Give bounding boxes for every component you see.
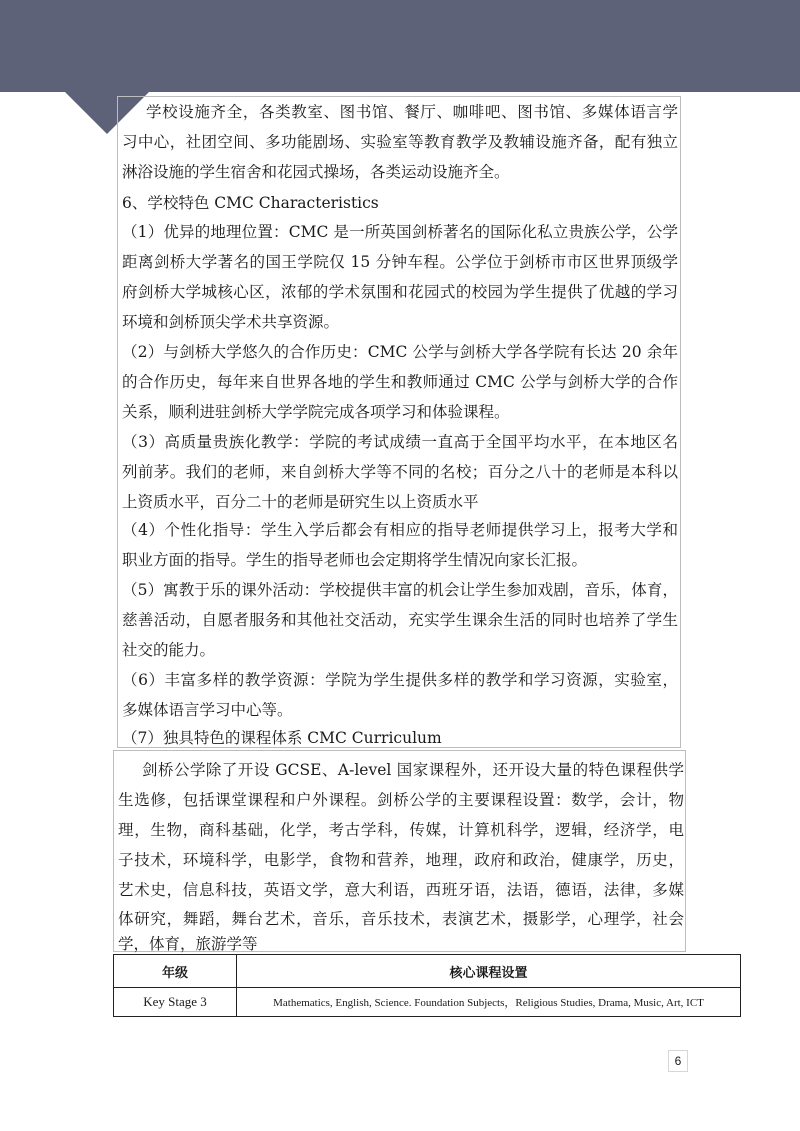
paragraph-line: 府剑桥大学城核心区，浓郁的学术氛围和花园式的校园为学生提供了优越的学习 — [122, 283, 678, 301]
header-band — [0, 0, 800, 92]
paragraph-line: （2）与剑桥大学悠久的合作历史：CMC 公学与剑桥大学各学院有长达 20 余年 — [122, 343, 678, 361]
paragraph-line: 学，体育，旅游学等 — [118, 935, 258, 953]
paragraph-line: 慈善活动，自愿者服务和其他社交活动，充实学生课余生活的同时也培养了学生 — [122, 611, 678, 629]
paragraph-line: （3）高质量贵族化教学：学院的考试成绩一直高于全国平均水平，在本地区名 — [122, 433, 678, 451]
paragraph-line: 的合作历史，每年来自世界各地的学生和教师通过 CMC 公学与剑桥大学的合作 — [122, 373, 678, 391]
header-grade: 年级 — [114, 955, 237, 988]
header-core-courses: 核心课程设置 — [237, 955, 741, 988]
paragraph-line: 环境和剑桥顶尖学术共享资源。 — [122, 313, 340, 331]
cell-subjects: Mathematics, English, Science. Foundation Subjects，Religious Studies, Drama, Music, Art, ICT — [237, 988, 741, 1017]
curriculum-table — [113, 954, 741, 1017]
paragraph-line: （4）个性化指导：学生入学后都会有相应的指导老师提供学习上，报考大学和 — [122, 521, 678, 539]
paragraph-line: 职业方面的指导。学生的指导老师也会定期将学生情况向家长汇报。 — [122, 551, 588, 569]
paragraph-line: 学校设施齐全，各类教室、图书馆、餐厅、咖啡吧、图书馆、多媒体语言学 — [146, 103, 678, 121]
paragraph-line: （6）丰富多样的教学资源：学院为学生提供多样的教学和学习资源，实验室， — [122, 671, 678, 689]
paragraph-line: 社交的能力。 — [122, 641, 216, 659]
table-row — [114, 988, 741, 1017]
paragraph-line: 子技术，环境科学，电影学，食物和营养，地理，政府和政治，健康学，历史， — [118, 851, 684, 869]
paragraph-line: （1）优异的地理位置：CMC 是一所英国剑桥著名的国际化私立贵族公学，公学 — [122, 223, 678, 241]
paragraph-line: 理，生物，商科基础，化学，考古学科，传媒，计算机科学，逻辑，经济学，电 — [118, 821, 684, 839]
paragraph-line: 生选修，包括课堂课程和户外课程。剑桥公学的主要课程设置：数学，会计，物 — [118, 791, 684, 809]
paragraph-line: 习中心，社团空间、多功能剧场、实验室等教育教学及教辅设施齐备，配有独立 — [122, 133, 678, 151]
table-header-row — [114, 955, 741, 988]
paragraph-line: 剑桥公学除了开设 GCSE、A-level 国家课程外，还开设大量的特色课程供学 — [142, 761, 684, 779]
section-heading: （7）独具特色的课程体系 CMC Curriculum — [122, 729, 442, 747]
paragraph-line: 体研究，舞蹈，舞台艺术，音乐，音乐技术，表演艺术，摄影学，心理学，社会 — [118, 910, 684, 928]
paragraph-line: 上资质水平，百分二十的老师是研究生以上资质水平 — [122, 493, 479, 511]
paragraph-line: 淋浴设施的学生宿舍和花园式操场，各类运动设施齐全。 — [122, 163, 510, 181]
paragraph-line: 多媒体语言学习中心等。 — [122, 701, 293, 719]
paragraph-line: 关系，顺利进驻剑桥大学学院完成各项学习和体验课程。 — [122, 403, 510, 421]
paragraph-line: 距离剑桥大学著名的国王学院仅 15 分钟车程。公学位于剑桥市市区世界顶级学 — [122, 253, 678, 271]
page-number: 6 — [668, 1050, 688, 1072]
paragraph-line: 列前茅。我们的老师，来自剑桥大学等不同的名校；百分之八十的老师是本科以 — [122, 463, 678, 481]
section-heading: 6、学校特色 CMC Characteristics — [122, 194, 379, 212]
paragraph-line: （5）寓教于乐的课外活动：学校提供丰富的机会让学生参加戏剧，音乐，体育， — [122, 581, 678, 599]
cell-stage: Key Stage 3 — [114, 988, 237, 1017]
paragraph-line: 艺术史，信息科技，英语文学，意大利语，西班牙语，法语，德语，法律，多媒 — [118, 881, 684, 899]
